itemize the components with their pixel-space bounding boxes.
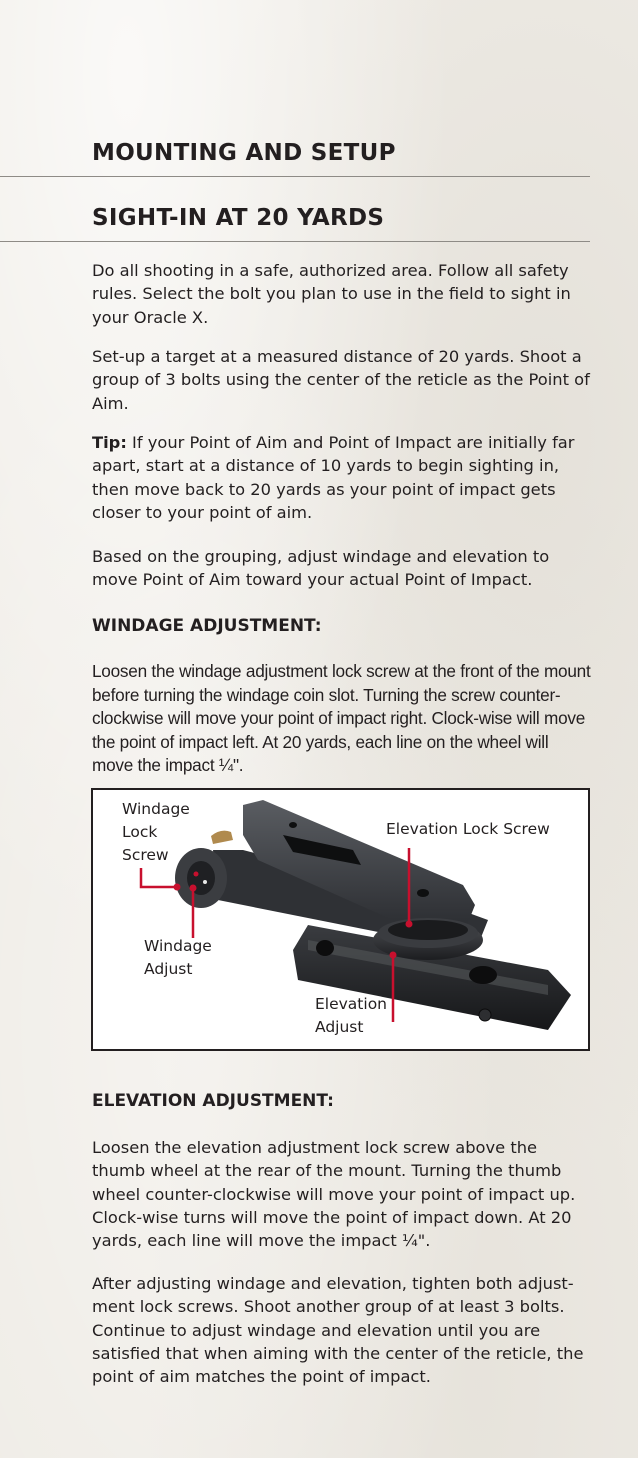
windage-lock-callout-line [141,868,177,887]
windage-adjust-label: Windage Adjust [144,937,212,978]
section-title: SIGHT-IN AT 20 YARDS [92,205,385,231]
intro-paragraph-1: Do all shooting in a safe, authorized area. Follow all safety rules. Select the bolt you plan to use in the field to sight in your Oracle X. [92,261,571,327]
windage-heading: WINDAGE ADJUSTMENT: [92,616,322,636]
page-title: MOUNTING AND SETUP [92,140,396,166]
tip-text: If your Point of Aim and Point of Impact are initially far apart, start at a distance of 10 yards to begin sighting in, then move back to 20 yards as your point of impact gets closer to your point of aim. [92,433,575,522]
heading-rule-bottom [0,241,590,242]
tip-label: Tip: [92,433,127,452]
windage-paragraph: Loosen the windage adjustment lock screw at the front of the mount before turning the windage coin slot. Turning the screw counter-clockwise will move your point of impact right. Clock-wise will move the point of impact left. At 20 yards, each line on the wheel will move the impact ¼". [92,661,591,776]
elevation-adjust-label: Elevation Adjust [315,995,387,1036]
mount-figure [91,788,590,1051]
heading-rule-top [0,176,590,177]
elevation-paragraph: Loosen the elevation adjustment lock screw above the thumb wheel at the rear of the mount. Turning the thumb wheel counter-clockwise will move your point of impact up. Clock-wise turns will move the point of impact down. At 20 yards, each line will move the impact ¼". [92,1138,576,1251]
intro-paragraph-2: Set-up a target at a measured distance of 20 yards. Shoot a group of 3 bolts using the center of the reticle as the Point of Aim. [92,347,590,413]
elevation-heading: ELEVATION ADJUSTMENT: [92,1091,334,1111]
elevation-lock-screw-label: Elevation Lock Screw [386,820,550,838]
windage-lock-screw-label: Windage Lock Screw [122,800,190,864]
closing-paragraph: After adjusting windage and elevation, tighten both adjust-ment lock screws. Shoot another group of at least 3 bolts. Continue to adjust windage and elevation until you are satisfied that when aiming with the center of the reticle, the point of aim matches the point of impact. [92,1274,584,1387]
grouping-paragraph: Based on the grouping, adjust windage and elevation to move Point of Aim toward your actual Point of Impact. [92,547,550,590]
tip-paragraph [92,431,592,524]
